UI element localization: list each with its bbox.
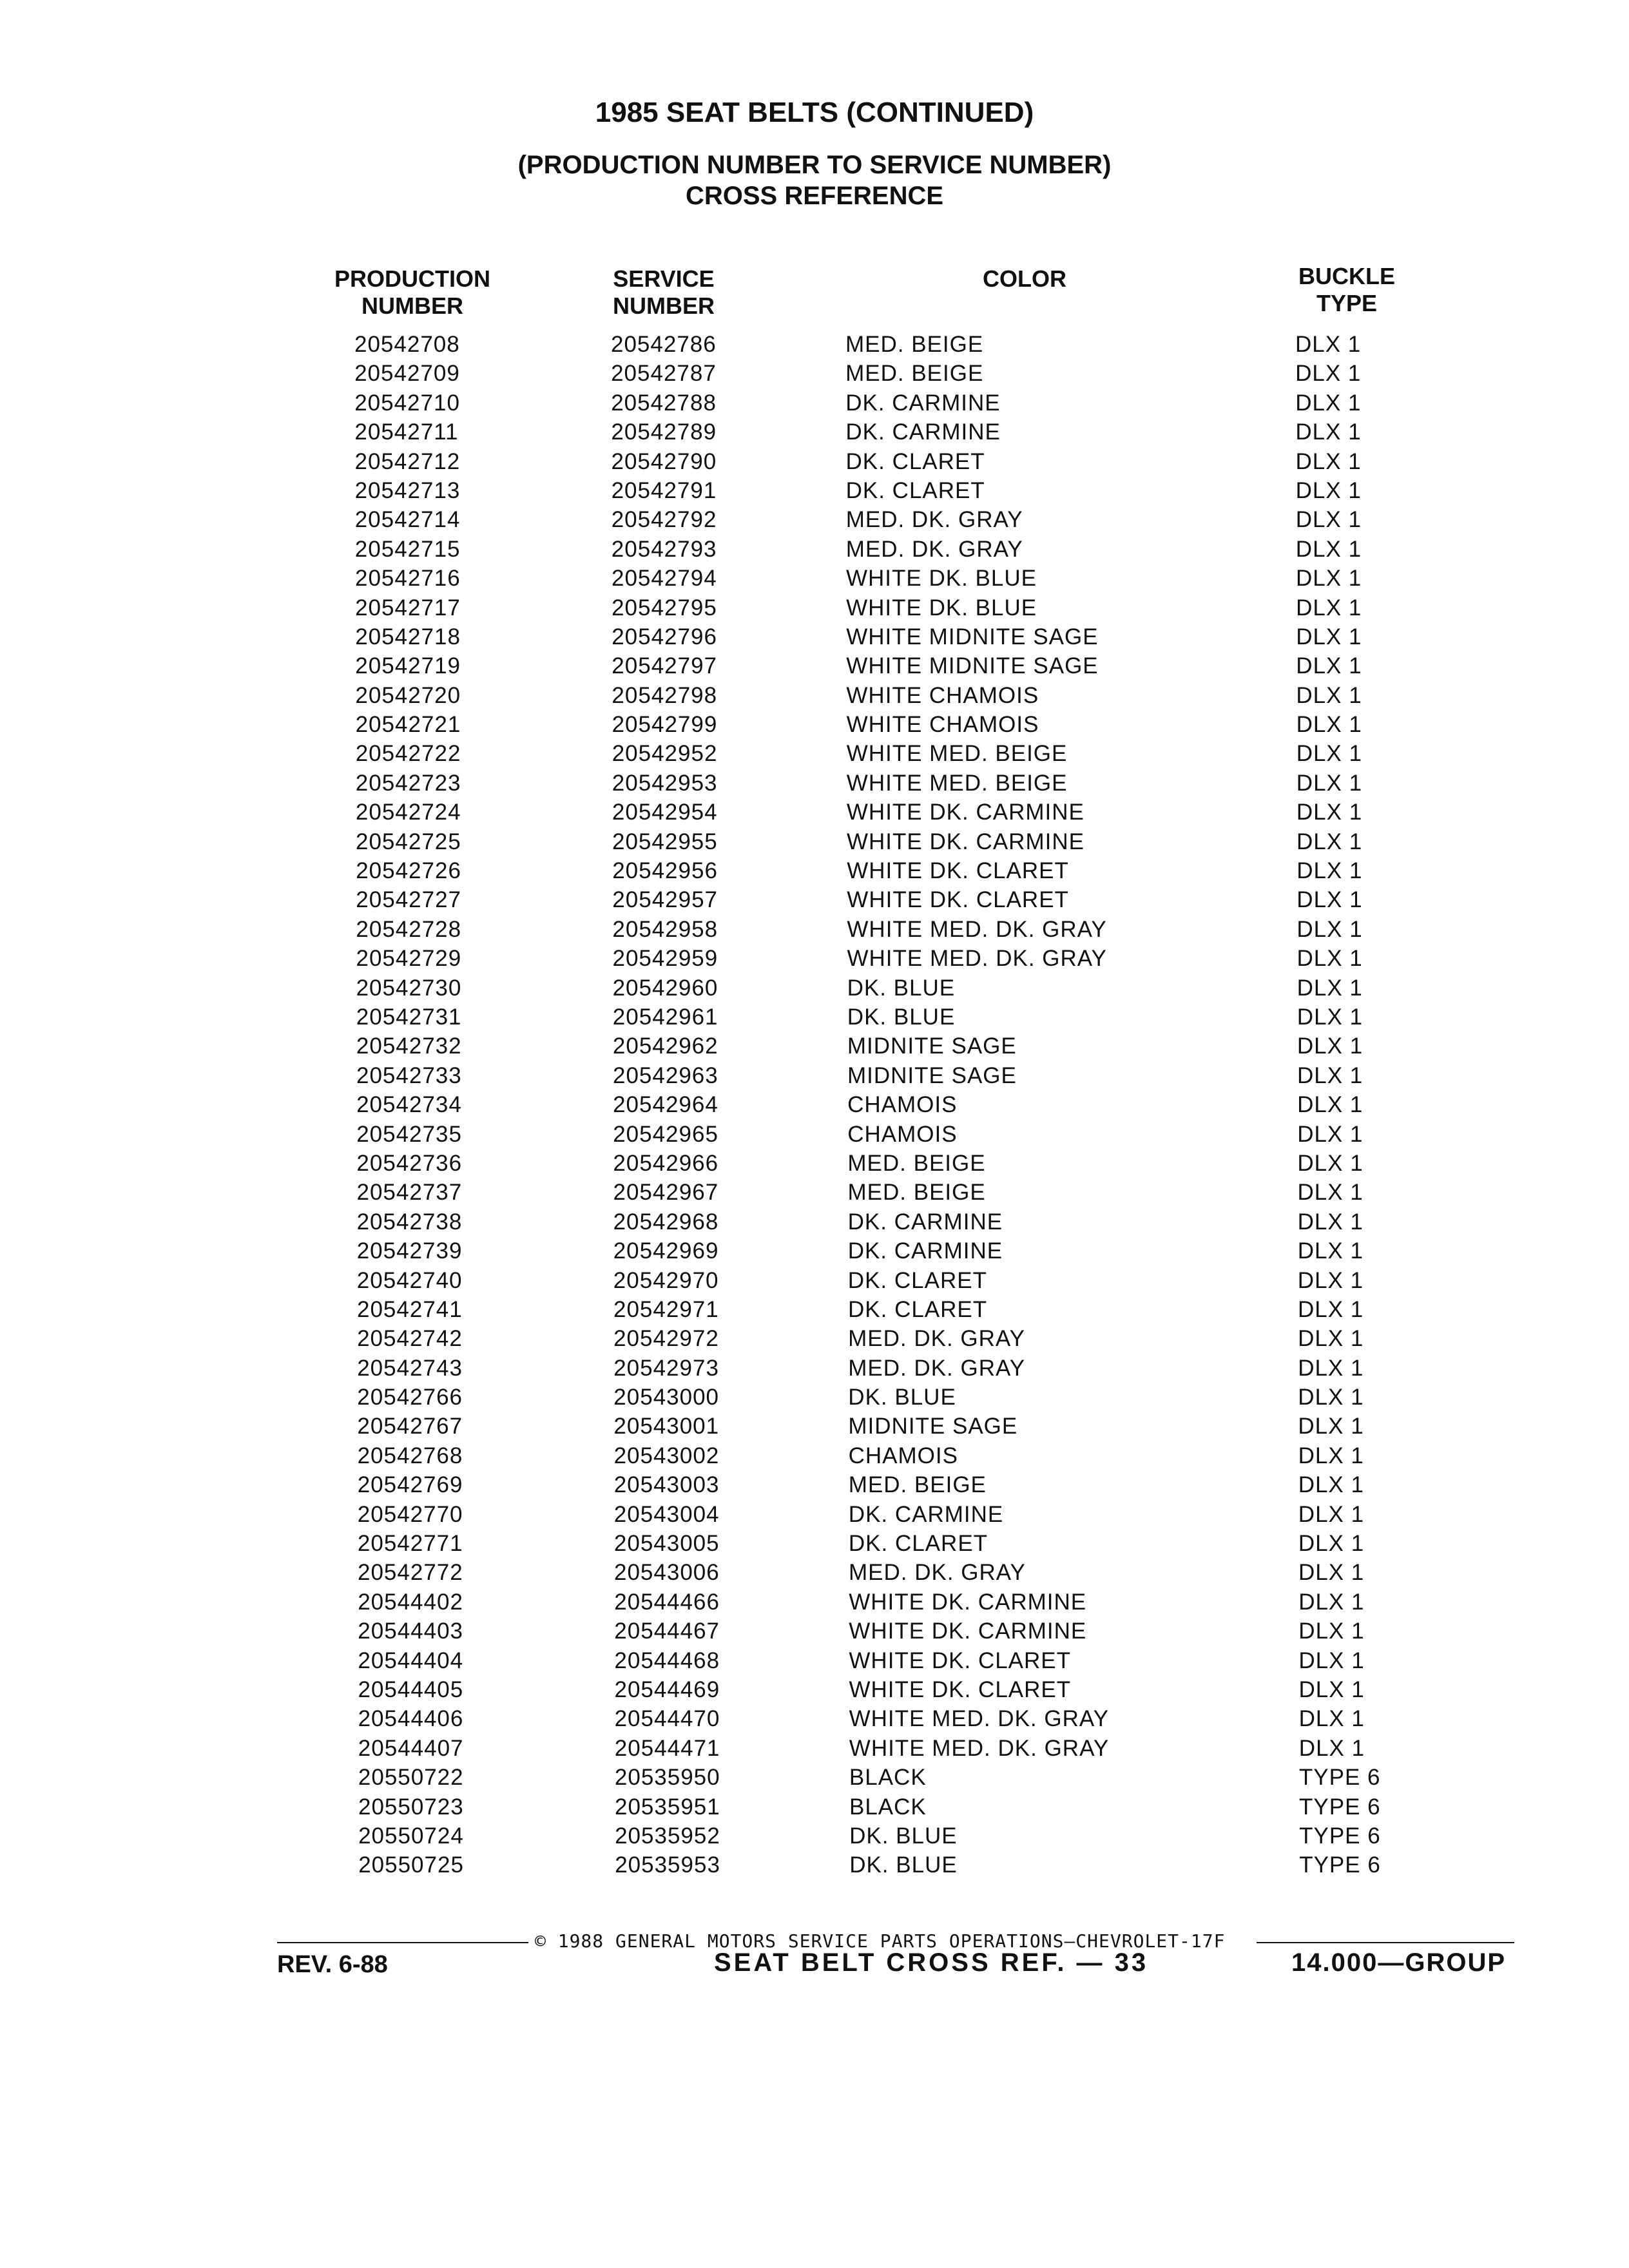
production-number-cell: 20542725 [356,829,461,854]
color-cell: DK. BLUE [847,975,956,1001]
buckle-type-cell: DLX 1 [1296,946,1363,972]
table-row [0,827,1629,856]
production-number-cell: 20542716 [355,566,461,591]
table-row [0,974,1629,1003]
production-number-cell: 20542728 [356,916,462,942]
production-number-cell: 20542742 [357,1326,463,1352]
buckle-type-cell: DLX 1 [1295,477,1362,503]
table-row [0,739,1629,768]
table-row [0,1412,1629,1441]
service-number-cell: 20542964 [613,1092,718,1118]
production-number-cell: 20542735 [356,1121,462,1147]
service-number-cell: 20542794 [612,566,717,591]
buckle-type-cell: DLX 1 [1295,507,1362,533]
color-cell: DK. CLARET [845,448,985,474]
service-number-cell: 20542792 [611,507,717,533]
production-number-cell: 20544404 [358,1648,464,1673]
service-number-cell: 20535950 [614,1765,720,1791]
color-cell: WHITE DK. CARMINE [846,800,1084,825]
color-cell: DK. CARMINE [847,1238,1003,1264]
service-number-cell: 20542960 [612,975,718,1001]
table-row [0,593,1629,622]
table-row [0,1061,1629,1090]
production-number-cell: 20542738 [356,1209,463,1235]
service-number-cell: 20542959 [612,946,718,972]
color-cell: WHITE DK. CLARET [847,887,1069,913]
production-number-cell: 20542740 [356,1267,463,1293]
color-cell: WHITE DK. BLUE [846,566,1037,591]
service-number-cell: 20544468 [614,1648,720,1673]
buckle-type-cell: DLX 1 [1295,390,1362,416]
column-header-service-line-1: SERVICE [613,265,715,292]
buckle-type-cell: DLX 1 [1297,1121,1364,1147]
production-number-cell: 20550722 [358,1765,464,1791]
service-number-cell: 20542795 [612,595,717,620]
production-number-cell: 20542708 [354,332,460,357]
service-number-cell: 20543002 [613,1443,720,1468]
table-row [0,622,1629,651]
footer-rule-right [1257,1942,1514,1943]
table-row [0,1324,1629,1353]
production-number-cell: 20544405 [358,1677,464,1702]
table-row [0,1588,1629,1617]
color-cell: WHITE MED. DK. GRAY [849,1706,1109,1732]
color-cell: WHITE CHAMOIS [846,712,1039,738]
color-cell: CHAMOIS [848,1443,958,1468]
buckle-type-cell: DLX 1 [1298,1560,1365,1586]
buckle-type-cell: DLX 1 [1296,741,1362,767]
table-row [0,1266,1629,1295]
service-number-cell: 20543004 [613,1501,720,1527]
production-number-cell: 20542733 [356,1062,462,1088]
service-number-cell: 20542968 [613,1209,719,1235]
table-row [0,1383,1629,1412]
column-header-buckle-line-2: TYPE [1316,290,1378,316]
buckle-type-cell: DLX 1 [1296,829,1363,854]
buckle-type-cell: DLX 1 [1296,566,1362,591]
buckle-type-cell: DLX 1 [1298,1296,1364,1322]
production-number-cell: 20542714 [354,507,461,533]
buckle-type-cell: DLX 1 [1295,361,1362,387]
color-cell: WHITE DK. CLARET [849,1677,1072,1702]
buckle-type-cell: DLX 1 [1296,887,1363,913]
table-row [0,564,1629,593]
color-cell: WHITE DK. CLARET [849,1648,1072,1673]
service-number-cell: 20542957 [612,887,718,913]
service-number-cell: 20542967 [613,1180,719,1206]
production-number-cell: 20542715 [354,536,461,562]
service-number-cell: 20543003 [613,1472,720,1498]
table-row [0,1441,1629,1470]
color-cell: WHITE CHAMOIS [846,682,1039,708]
table-row [0,1090,1629,1119]
production-number-cell: 20542769 [357,1472,463,1498]
table-row [0,856,1629,885]
color-cell: MED. BEIGE [847,1150,986,1176]
page-subtitle [0,149,1629,211]
table-row [0,1558,1629,1587]
production-number-cell: 20542734 [356,1092,462,1118]
table-row [0,389,1629,418]
color-cell: MIDNITE SAGE [848,1414,1018,1439]
service-number-cell: 20544467 [614,1619,720,1644]
table-row [0,1529,1629,1558]
production-number-cell: 20542737 [356,1180,463,1206]
color-cell: WHITE DK. CARMINE [849,1619,1087,1644]
buckle-type-cell: DLX 1 [1296,916,1363,942]
color-cell: MED. BEIGE [847,1180,986,1206]
color-cell: DK. CARMINE [845,390,1001,416]
table-row [0,505,1629,534]
production-number-cell: 20550723 [358,1794,464,1820]
service-number-cell: 20542791 [611,477,717,503]
service-number-cell: 20542955 [612,829,718,854]
color-cell: DK. CARMINE [848,1501,1004,1527]
table-row [0,915,1629,944]
table-row [0,1207,1629,1236]
color-cell: WHITE DK. CARMINE [849,1589,1087,1615]
table-row [0,1763,1629,1792]
buckle-type-cell: DLX 1 [1297,1062,1364,1088]
buckle-type-cell: DLX 1 [1297,1092,1364,1118]
column-header-service-line-2: NUMBER [613,293,715,319]
buckle-type-cell: DLX 1 [1296,975,1363,1001]
color-cell: MED. BEIGE [845,361,984,387]
buckle-type-cell: DLX 1 [1296,1004,1364,1030]
production-number-cell: 20542721 [355,712,461,738]
table-row [0,1646,1629,1675]
table-row [0,885,1629,914]
service-number-cell: 20542790 [611,448,717,474]
table-row [0,1821,1629,1850]
service-number-cell: 20542797 [612,653,718,679]
color-cell: DK. BLUE [849,1823,958,1849]
buckle-type-cell: DLX 1 [1298,1443,1364,1468]
column-header-production-line-2: NUMBER [361,293,463,319]
buckle-type-cell: DLX 1 [1296,682,1362,708]
table-row [0,1850,1629,1879]
production-number-cell: 20542739 [356,1238,463,1264]
color-cell: DK. CLARET [848,1296,988,1322]
service-number-cell: 20542786 [611,332,717,357]
table-row [0,1734,1629,1763]
group-label: 14.000—GROUP [1291,1948,1507,1977]
service-number-cell: 20542798 [612,682,718,708]
production-number-cell: 20544403 [358,1619,464,1644]
service-number-cell: 20544469 [614,1677,720,1702]
column-header-production [316,265,509,320]
service-number-cell: 20542969 [613,1238,719,1264]
production-number-cell: 20542726 [356,858,461,884]
buckle-type-cell: DLX 1 [1298,1501,1365,1527]
service-number-cell: 20542954 [612,800,718,825]
column-header-production-line-1: PRODUCTION [334,265,490,292]
buckle-type-cell: DLX 1 [1295,448,1362,474]
production-number-cell: 20542730 [356,975,462,1001]
table-row [0,476,1629,505]
production-number-cell: 20542768 [357,1443,463,1468]
table-row [0,1236,1629,1265]
cross-reference-table [0,330,1629,1880]
color-cell: DK. BLUE [848,1385,956,1410]
service-number-cell: 20543005 [613,1531,720,1557]
page-label: SEAT BELT CROSS REF. — 33 [714,1948,1149,1977]
buckle-type-cell: DLX 1 [1296,800,1363,825]
color-cell: CHAMOIS [847,1121,958,1147]
service-number-cell: 20544471 [614,1735,720,1761]
column-header-buckle-line-1: BUCKLE [1298,263,1395,289]
production-number-cell: 20550725 [358,1852,464,1878]
buckle-type-cell: DLX 1 [1298,1619,1365,1644]
color-cell: WHITE MED. DK. GRAY [847,916,1107,942]
footer-rule-left [277,1942,528,1943]
table-row [0,944,1629,973]
color-cell: BLACK [849,1765,927,1791]
service-number-cell: 20535952 [615,1823,720,1849]
buckle-type-cell: DLX 1 [1298,1326,1364,1352]
table-row [0,535,1629,564]
buckle-type-cell: DLX 1 [1296,712,1362,738]
buckle-type-cell: DLX 1 [1298,1472,1364,1498]
buckle-type-cell: DLX 1 [1296,1033,1364,1059]
table-row [0,359,1629,388]
revision-label: REV. 6-88 [277,1951,388,1978]
production-number-cell: 20542723 [355,770,461,796]
production-number-cell: 20542741 [357,1296,463,1322]
column-header-color-label: COLOR [983,265,1066,292]
service-number-cell: 20544466 [614,1589,720,1615]
color-cell: MED. DK. GRAY [848,1355,1026,1381]
table-row [0,1704,1629,1733]
table-row [0,447,1629,476]
color-cell: DK. CLARET [845,477,985,503]
buckle-type-cell: DLX 1 [1298,1385,1364,1410]
production-number-cell: 20542709 [354,361,460,387]
production-number-cell: 20542718 [355,624,461,649]
service-number-cell: 20542958 [612,916,718,942]
page-title: 1985 SEAT BELTS (CONTINUED) [595,97,1034,128]
color-cell: MIDNITE SAGE [847,1033,1017,1059]
buckle-type-cell: DLX 1 [1296,858,1363,884]
service-number-cell: 20542787 [611,361,717,387]
table-row [0,710,1629,739]
production-number-cell: 20542727 [356,887,462,913]
service-number-cell: 20535951 [615,1794,720,1820]
buckle-type-cell: DLX 1 [1297,1238,1364,1264]
buckle-type-cell: DLX 1 [1296,624,1362,649]
buckle-type-cell: DLX 1 [1298,1589,1365,1615]
production-number-cell: 20542770 [357,1501,463,1527]
production-number-cell: 20544402 [358,1589,463,1615]
buckle-type-cell: DLX 1 [1298,1735,1365,1761]
table-row [0,798,1629,827]
production-number-cell: 20542712 [354,448,461,474]
buckle-type-cell: TYPE 6 [1299,1794,1381,1820]
color-cell: DK. CARMINE [847,1209,1003,1235]
service-number-cell: 20535953 [615,1852,720,1878]
column-header-color [928,265,1121,293]
production-number-cell: 20542729 [356,946,462,972]
service-number-cell: 20542971 [613,1296,719,1322]
service-number-cell: 20543006 [614,1560,720,1586]
color-cell: MED. BEIGE [848,1472,987,1498]
color-cell: MED. DK. GRAY [848,1326,1025,1352]
production-number-cell: 20542771 [357,1531,463,1557]
service-number-cell: 20542796 [612,624,717,649]
color-cell: BLACK [849,1794,927,1820]
color-cell: WHITE DK. BLUE [846,595,1037,620]
column-header-buckle [1263,263,1431,317]
color-cell: WHITE MIDNITE SAGE [846,653,1099,679]
buckle-type-cell: DLX 1 [1298,1531,1365,1557]
table-row [0,1120,1629,1149]
color-cell: WHITE MED. DK. GRAY [847,946,1107,972]
buckle-type-cell: DLX 1 [1297,1267,1364,1293]
table-row [0,1675,1629,1704]
production-number-cell: 20542724 [355,800,461,825]
production-number-cell: 20542717 [355,595,461,620]
production-number-cell: 20544407 [358,1735,464,1761]
production-number-cell: 20542722 [355,741,461,767]
buckle-type-cell: DLX 1 [1296,770,1363,796]
service-number-cell: 20542973 [613,1355,719,1381]
service-number-cell: 20542962 [612,1033,718,1059]
color-cell: MED. DK. GRAY [845,536,1023,562]
service-number-cell: 20542963 [613,1062,718,1088]
production-number-cell: 20542732 [356,1033,462,1059]
service-number-cell: 20542972 [613,1326,719,1352]
table-row [0,1032,1629,1061]
service-number-cell: 20543001 [613,1414,720,1439]
color-cell: MIDNITE SAGE [847,1062,1017,1088]
production-number-cell: 20550724 [358,1823,464,1849]
service-number-cell: 20542966 [613,1150,719,1176]
production-number-cell: 20542713 [354,477,461,503]
table-row [0,651,1629,680]
buckle-type-cell: DLX 1 [1298,1677,1365,1702]
subtitle-line-2: CROSS REFERENCE [685,182,944,210]
table-row [0,681,1629,710]
table-row [0,1003,1629,1032]
production-number-cell: 20542711 [354,419,459,445]
color-cell: DK. CLARET [847,1267,987,1293]
service-number-cell: 20544470 [614,1706,720,1732]
production-number-cell: 20542772 [358,1560,463,1586]
table-row [0,1149,1629,1178]
service-number-cell: 20542970 [613,1267,719,1293]
service-number-cell: 20542961 [612,1004,718,1030]
service-number-cell: 20542965 [613,1121,718,1147]
buckle-type-cell: DLX 1 [1295,419,1362,445]
color-cell: DK. CARMINE [845,419,1001,445]
buckle-type-cell: DLX 1 [1298,1706,1365,1732]
production-number-cell: 20542719 [355,653,461,679]
buckle-type-cell: TYPE 6 [1298,1765,1381,1791]
table-row [0,1178,1629,1207]
table-row [0,769,1629,798]
service-number-cell: 20542956 [612,858,718,884]
color-cell: MED. BEIGE [845,332,984,357]
table-row [0,330,1629,359]
table-row [0,1354,1629,1383]
service-number-cell: 20542952 [612,741,718,767]
color-cell: MED. DK. GRAY [845,507,1023,533]
service-number-cell: 20542799 [612,712,718,738]
service-number-cell: 20542793 [611,536,717,562]
service-number-cell: 20542953 [612,770,718,796]
service-number-cell: 20543000 [613,1385,720,1410]
color-cell: WHITE MED. DK. GRAY [849,1735,1110,1761]
copyright-notice: © 1988 GENERAL MOTORS SERVICE PARTS OPERATIONS—CHEVROLET-17F [535,1930,1226,1952]
production-number-cell: 20542743 [357,1355,463,1381]
production-number-cell: 20542720 [355,682,461,708]
table-row [0,1617,1629,1646]
color-cell: DK. BLUE [847,1004,956,1030]
buckle-type-cell: TYPE 6 [1299,1823,1381,1849]
table-row [0,1470,1629,1499]
buckle-type-cell: DLX 1 [1298,1414,1364,1439]
color-cell: WHITE DK. CLARET [847,858,1069,884]
color-cell: WHITE MED. BEIGE [846,741,1068,767]
column-header-service [580,265,747,320]
buckle-type-cell: DLX 1 [1297,1180,1364,1206]
buckle-type-cell: DLX 1 [1298,1648,1365,1673]
production-number-cell: 20542731 [356,1004,462,1030]
table-row [0,418,1629,447]
production-number-cell: 20542766 [357,1385,463,1410]
buckle-type-cell: DLX 1 [1297,1150,1364,1176]
color-cell: DK. CLARET [848,1531,988,1557]
service-number-cell: 20542788 [611,390,717,416]
subtitle-line-1: (PRODUCTION NUMBER TO SERVICE NUMBER) [517,151,1112,179]
buckle-type-cell: TYPE 6 [1299,1852,1381,1878]
color-cell: WHITE DK. CARMINE [847,829,1084,854]
table-row [0,1500,1629,1529]
color-cell: DK. BLUE [849,1852,958,1878]
buckle-type-cell: DLX 1 [1296,653,1362,679]
buckle-type-cell: DLX 1 [1297,1209,1364,1235]
color-cell: MED. DK. GRAY [849,1560,1026,1586]
service-number-cell: 20542789 [611,419,717,445]
table-row [0,1792,1629,1821]
production-number-cell: 20542767 [357,1414,463,1439]
buckle-type-cell: DLX 1 [1295,332,1362,357]
buckle-type-cell: DLX 1 [1298,1355,1364,1381]
production-number-cell: 20544406 [358,1706,464,1732]
color-cell: WHITE MIDNITE SAGE [846,624,1099,649]
color-cell: WHITE MED. BEIGE [846,770,1068,796]
buckle-type-cell: DLX 1 [1295,536,1362,562]
production-number-cell: 20542736 [356,1150,463,1176]
table-row [0,1295,1629,1324]
buckle-type-cell: DLX 1 [1296,595,1362,620]
production-number-cell: 20542710 [354,390,460,416]
color-cell: CHAMOIS [847,1092,958,1118]
